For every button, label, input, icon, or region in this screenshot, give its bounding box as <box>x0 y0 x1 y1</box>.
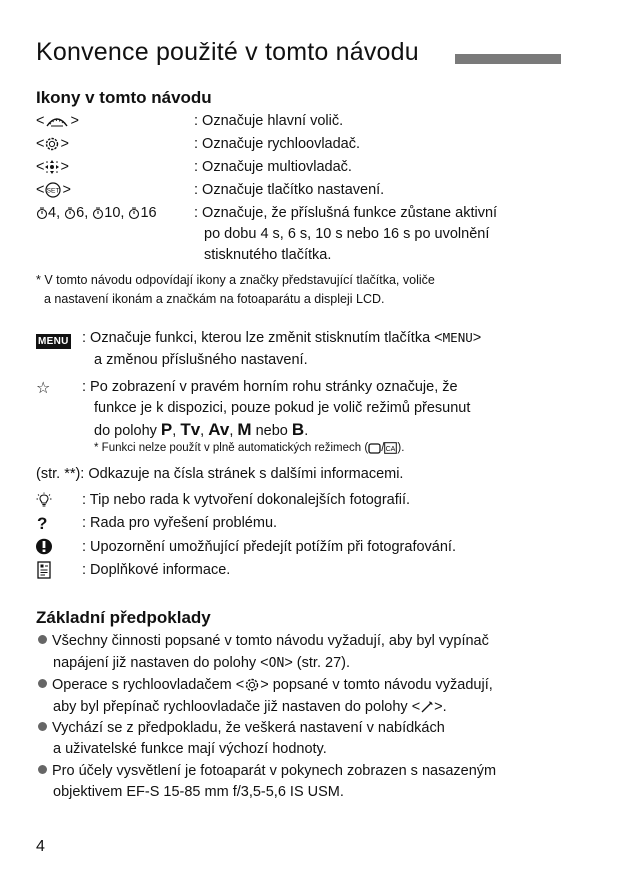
tip-text: : Doplňkové informace. <box>82 562 231 578</box>
timer-label: 6 <box>76 205 85 221</box>
icon-row-multi-controller: < > <box>36 159 69 175</box>
icon-row-desc: : Označuje tlačítko nastavení. <box>194 182 385 198</box>
star-icon: ☆ <box>36 380 51 397</box>
quick-control-dial-icon <box>44 136 60 152</box>
timer-desc-line: stisknutého tlačítka. <box>204 247 332 263</box>
memo-icon <box>37 561 51 584</box>
timer-desc-line: : Označuje, že příslušná funkce zůstane aktivní <box>194 205 498 221</box>
menu-note-line: a změnou příslušného nastavení. <box>94 352 308 368</box>
mode-av: Av <box>208 420 230 439</box>
icon-row-timers: 4, 6, 10, 16 <box>36 205 157 221</box>
basics-bullet-3-line2: a uživatelské funkce mají výchozí hodnoty. <box>53 741 327 757</box>
switch-on-icon <box>420 700 434 714</box>
full-auto-icon <box>368 443 381 454</box>
title-decoration-bar <box>455 54 561 64</box>
star-note-modes: do polohy P, Tv, Av, M nebo B. <box>94 420 309 439</box>
bullet-icon <box>38 679 47 688</box>
timer-label: 4 <box>48 205 57 221</box>
quick-control-dial-icon <box>244 677 260 693</box>
icon-row-desc: : Označuje multiovladač. <box>194 159 352 175</box>
main-dial-icon <box>44 114 70 128</box>
set-button-icon <box>44 182 62 198</box>
icon-row-desc: : Označuje rychloovladač. <box>194 136 361 152</box>
svg-text:SET: SET <box>47 187 60 195</box>
question-icon: ? <box>37 514 48 533</box>
basics-heading: Základní předpoklady <box>36 608 211 627</box>
tip-text: : Rada pro vyřešení problému. <box>82 515 278 531</box>
icon-row-desc: : Označuje hlavní volič. <box>194 113 344 129</box>
icon-row-main-dial: < > <box>36 113 79 129</box>
tip-text: : Upozornění umožňující předejít potížím při fotografování. <box>82 539 456 555</box>
timer-icon <box>64 206 76 220</box>
svg-text:CA: CA <box>386 446 396 453</box>
timer-icon <box>36 206 48 220</box>
basics-bullet-4-line2: objektivem EF-S 15-85 mm f/3,5-5,6 IS USM. <box>53 784 344 800</box>
bullet-icon <box>38 722 47 731</box>
page-ref-note: (str. **): Odkazuje na čísla stránek s dalšími informacemi. <box>36 466 404 482</box>
tip-text: : Tip nebo rada k vytvoření dokonalejších fotografií. <box>82 492 411 508</box>
mode-m: M <box>237 420 252 439</box>
menu-badge-icon: MENU <box>38 336 69 347</box>
basics-bullet-4: Pro účely vysvětlení je fotoaparát v pokynech zobrazen s nasazeným <box>38 763 496 779</box>
mode-tv: Tv <box>180 420 201 439</box>
star-note-line: funkce je k dispozici, pouze pokud je volič režimů přesunut <box>94 400 471 416</box>
mode-p: P <box>160 420 173 439</box>
warning-icon <box>35 538 53 560</box>
mode-b: B <box>291 420 305 439</box>
basics-bullet-1: Všechny činnosti popsané v tomto návodu vyžadují, aby byl vypínač <box>38 633 489 649</box>
bullet-icon <box>38 765 47 774</box>
bullet-icon <box>38 635 47 644</box>
creative-auto-icon <box>384 442 397 454</box>
basics-bullet-1-line2: napájení již nastaven do polohy <ON> (str. 27). <box>53 655 350 671</box>
timer-icon <box>92 206 104 220</box>
basics-bullet-3: Vychází se z předpokladu, že veškerá nastavení v nabídkách <box>38 720 445 736</box>
page-number: 4 <box>36 838 45 855</box>
timer-icon <box>128 206 140 220</box>
timer-label: 10 <box>104 205 121 221</box>
star-footnote: * Funkci nelze použít v plně automatických režimech ( / CA ). <box>94 442 405 455</box>
icons-footnote-line: * V tomto návodu odpovídají ikony a značky představující tlačítka, voliče <box>36 273 435 287</box>
timer-desc-line: po dobu 4 s, 6 s, 10 s nebo 16 s po uvolnění <box>204 226 490 242</box>
star-note-line: : Po zobrazení v pravém horním rohu stránky označuje, že <box>82 379 458 395</box>
icon-row-quick-control-dial: < > <box>36 136 69 152</box>
basics-bullet-2-line2: aby byl přepínač rychloovladače již nastaven do polohy < >. <box>53 699 447 715</box>
lightbulb-icon <box>36 492 52 513</box>
icons-heading: Ikony v tomto návodu <box>36 88 212 107</box>
multi-controller-icon <box>44 159 60 175</box>
page-title: Konvence použité v tomto návodu <box>36 38 419 66</box>
icons-footnote-line: a nastavení ikonám a značkám na fotoaparátu a displeji LCD. <box>44 292 385 306</box>
basics-bullet-2: Operace s rychloovladačem < > popsané v tomto návodu vyžadují, <box>38 677 493 693</box>
menu-note-line: : Označuje funkci, kterou lze změnit stisknutím tlačítka <MENU> <box>82 330 482 346</box>
icon-row-set-button: < SET > <box>36 182 71 198</box>
timer-label: 16 <box>140 205 157 221</box>
